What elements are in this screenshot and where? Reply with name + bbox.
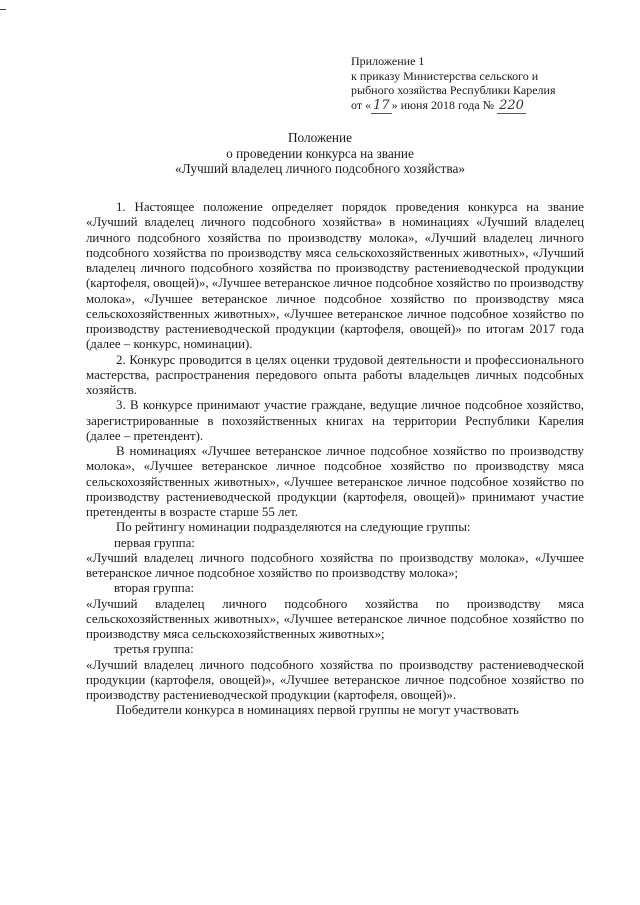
appendix-line-1: Приложение 1 [351, 54, 425, 68]
title-line-1: Положение [287, 130, 353, 145]
order-number-handwritten: 220 [499, 97, 524, 113]
group-1-nominations: «Лучший владелец личного подсобного хозяйства по производству молока», «Лучшее ветеранское личное подсобное хозяйство по производству молока»; [86, 550, 584, 580]
group-3-nominations: «Лучший владелец личного подсобного хозяйства по производству растениеводческой продукции (картофеля, овощей)», «Лучшее ветеранское личное подсобное хозяйство по производству растениеводческой продукции (картофеля, овощей)». [86, 657, 584, 702]
paragraph-veteran-nominations: В номинациях «Лучшее ветеранское личное подсобное хозяйство по производству молока», «Лучшее ветеранское личное подсобное хозяйство по производству мяса сельскохозяйственных животных», «Лучшее ветеранское личное подсобное хозяйство по производству растениеводческой продукции (картофеля, овощей)» принимают участие претенденты в возрасте старше 55 лет. [86, 444, 584, 519]
paragraph-3: 3. В конкурсе принимают участие граждане, ведущие личное подсобное хозяйство, зарегистрированные в похозяйственных книгах на территории Республики Карелия (далее – претендент). [86, 398, 584, 443]
appendix-header [351, 54, 581, 114]
group-3-label: третья группа: [114, 642, 194, 657]
document-title [0, 130, 640, 177]
paragraph-groups-intro: По рейтингу номинации подразделяются на следующие группы: [116, 520, 471, 535]
appendix-line-2: к приказу Министерства сельского и [351, 68, 539, 83]
date-day-handwritten: 17 [373, 97, 390, 113]
group-2-label: вторая группа: [114, 581, 195, 596]
group-1-label: первая группа: [114, 535, 195, 550]
document-body [86, 200, 584, 719]
paragraph-2: 2. Конкурс проводится в целях оценки трудовой деятельности и профессионального мастерства, распространения передового опыта работы владельцев личных подсобных хозяйств. [86, 352, 584, 397]
title-line-2: о проведении конкурса на звание [226, 145, 414, 161]
group-2-nominations: «Лучший владелец личного подсобного хозяйства по производству мяса сельскохозяйственных животных», «Лучшее ветеранское личное подсобное хозяйство по производству мяса сельскохозяйственных животных»; [86, 596, 584, 641]
scan-mark [0, 9, 6, 10]
date-prefix: от « [351, 97, 372, 112]
paragraph-winners: Победители конкурса в номинациях первой группы не могут участвовать [116, 703, 519, 718]
title-line-3: «Лучший владелец личного подсобного хозяйства» [174, 161, 465, 176]
appendix-line-3: рыбного хозяйства Республики Карелия [351, 83, 556, 97]
paragraph-1: 1. Настоящее положение определяет порядок проведения конкурса на звание «Лучший владелец личного подсобного хозяйства» в номинациях «Лучший владелец личного подсобного хозяйства по производству молока», «Лучший владелец личного подсобного хозяйства по производству мяса сельскохозяйственных животных», «Лучший владелец личного подсобного хозяйства по производству растениеводческой продукции (картофеля, овощей)», «Лучшее ветеранское личное подсобное хозяйство по производству молока», «Лучшее ветеранское личное подсобное хозяйство по производству мяса сельскохозяйственных животных», «Лучшее ветеранское личное подсобное хозяйство по производству растениеводческой продукции (картофеля, овощей)» по итогам 2017 года (далее – конкурс, номинации). [86, 200, 584, 352]
date-month-year: » июня 2018 года № [391, 97, 495, 112]
appendix-date-line [351, 98, 581, 115]
